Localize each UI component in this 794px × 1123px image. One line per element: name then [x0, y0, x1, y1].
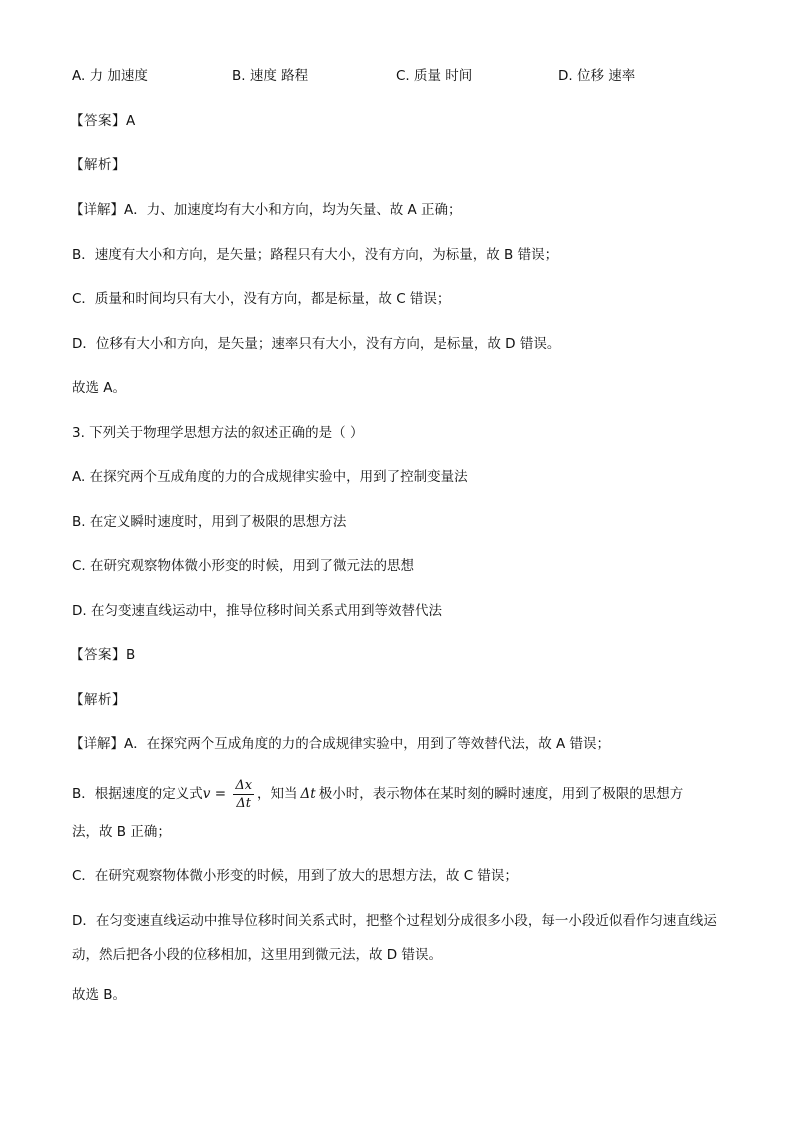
q3-option-b: B. 在定义瞬时速度时，用到了极限的思想方法 — [72, 514, 347, 530]
q2-detail-d: D．位移有大小和方向，是矢量；速率只有大小，没有方向，是标量，故 D 错误。 — [72, 336, 561, 352]
q3-option-d: D. 在匀变速直线运动中，推导位移时间关系式用到等效替代法 — [72, 603, 442, 619]
q2-option-c: C. 质量 时间 — [396, 68, 473, 84]
q2-option-b: B. 速度 路程 — [232, 68, 309, 84]
q3-answer: 【答案】B — [70, 647, 136, 663]
q3-conclusion: 故选 B。 — [72, 987, 127, 1003]
q3-detail-b-middle: ，知当 — [257, 786, 298, 802]
q2-option-a: A. 力 加速度 — [72, 68, 148, 84]
q2-option-d: D. 位移 速率 — [558, 68, 636, 84]
q3-detail-b-prefix: B．根据速度的定义式 — [72, 786, 203, 802]
q3-detail-b-suffix: 极小时，表示物体在某时刻的瞬时速度，用到了极限的思想方 — [318, 786, 684, 802]
q2-detail-a: 【详解】A．力、加速度均有大小和方向，均为矢量、故 A 正确； — [70, 202, 462, 218]
q3-analysis-label: 【解析】 — [70, 692, 126, 708]
q2-detail-c: C．质量和时间均只有大小，没有方向，都是标量，故 C 错误； — [72, 291, 451, 307]
q3-detail-c: C．在研究观察物体微小形变的时候，用到了放大的思想方法，故 C 错误； — [72, 868, 518, 884]
q2-conclusion: 故选 A。 — [72, 380, 127, 396]
q3-stem: 3. 下列关于物理学思想方法的叙述正确的是（ ） — [72, 425, 364, 441]
q2-analysis-label: 【解析】 — [70, 157, 126, 173]
q2-answer: 【答案】A — [70, 113, 136, 129]
q3-detail-b-line2: 法，故 B 正确； — [72, 824, 171, 840]
formula-denominator: Δt — [236, 795, 251, 811]
q2-detail-b: B．速度有大小和方向，是矢量；路程只有大小，没有方向，为标量，故 B 错误； — [72, 247, 559, 263]
q3-detail-a: 【详解】A．在探究两个互成角度的力的合成规律实验中，用到了等效替代法，故 A 错误； — [70, 736, 611, 752]
q3-detail-b-line1 — [72, 772, 683, 816]
formula-fraction — [233, 779, 254, 810]
q3-option-c: C. 在研究观察物体微小形变的时候，用到了微元法的思想 — [72, 558, 415, 574]
formula-numerator: Δx — [235, 777, 253, 793]
formula-velocity-symbol: v — [202, 786, 211, 802]
inline-delta-t: Δt — [300, 786, 316, 802]
q3-option-a: A. 在探究两个互成角度的力的合成规律实验中，用到了控制变量法 — [72, 469, 468, 485]
formula-equals: = — [210, 786, 231, 802]
q3-detail-d: D．在匀变速直线运动中推导位移时间关系式时，把整个过程划分成很多小段，每一小段近似看作匀速直线运动，然后把各小段的位移相加，这里用到微元法，故 D 错误。 — [72, 913, 717, 963]
